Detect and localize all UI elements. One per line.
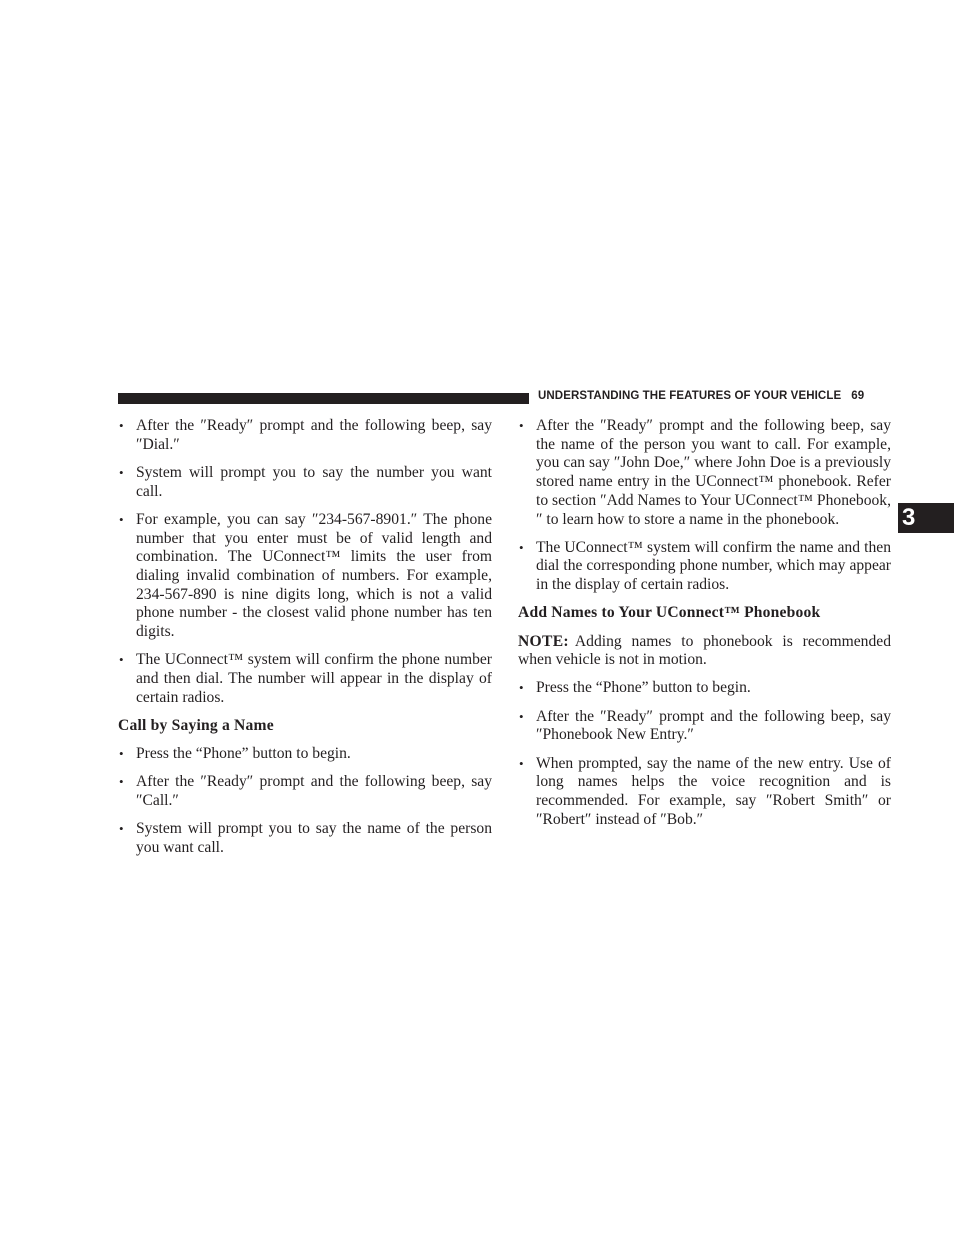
bullet-icon: • [519, 708, 524, 724]
list-item [518, 539, 891, 595]
list-item-text: The UConnect™ system will confirm the phone number and then dial. The number will appear in the display of certain radios. [136, 651, 492, 706]
list-item-text: When prompted, say the name of the new entry. Use of long names helps the voice recognition and is recommended. For example, say ″Robert Smith″ or ″Robert″ instead of ″Bob.″ [536, 754, 891, 828]
list-item-text: The UConnect™ system will confirm the name and then dial the corresponding phone number, which may appear in the display of certain radios. [536, 538, 891, 594]
note-paragraph [518, 633, 891, 670]
bullet-icon: • [119, 652, 124, 668]
bullet-icon: • [119, 418, 124, 433]
bullet-icon: • [119, 774, 124, 790]
list-item [118, 820, 492, 857]
chapter-tab: 3 [898, 503, 954, 533]
list-item-text: After the ″Ready″ prompt and the following beep, say ″Phonebook New Entry.″ [536, 707, 891, 744]
header-rule [118, 393, 529, 404]
list-item [518, 417, 891, 529]
bullet-icon: • [119, 746, 124, 762]
list-item [518, 708, 891, 745]
list-item-text: Press the “Phone” button to begin. [136, 745, 351, 763]
note-label: NOTE: [518, 632, 569, 650]
list-item [118, 464, 492, 501]
list-item-text: System will prompt you to say the name of the person you want call. [136, 820, 492, 856]
section-heading: Call by Saying a Name [118, 716, 274, 734]
note-text: Adding names to phonebook is recommended when vehicle is not in motion. [518, 632, 891, 669]
list-item-text: System will prompt you to say the number you want call. [136, 463, 492, 500]
left-column [118, 417, 492, 867]
list-item-text: For example, you can say ″234-567-8901.″ The phone number that you enter must be of valid length and combination. The UConnect™ limits the user from dialing invalid combination of numbers. For example, 234-567-890 is nine digits long, which is not a valid phone number - the closest valid phone number has ten digits. [136, 510, 492, 641]
bullet-list [518, 679, 891, 829]
list-item [118, 417, 492, 454]
bullet-icon: • [119, 464, 124, 480]
page-number: 69 [851, 390, 865, 402]
bullet-icon: • [119, 821, 124, 837]
bullet-icon: • [519, 418, 524, 433]
list-item-text: After the ″Ready″ prompt and the following beep, say the name of the person you want to call. For example, you can say ″John Doe,″ where John Doe is a previously stored name entry in the UConnect™ phonebook. Refer to section ″Add Names to Your UConnect™ Phonebook,″ to learn how to store a name in the phonebook. [536, 417, 891, 528]
bullet-list [118, 745, 492, 858]
list-item [118, 745, 492, 764]
list-item [118, 651, 492, 707]
list-item [118, 511, 492, 642]
list-item-text: After the ″Ready″ prompt and the following beep, say ″Call.″ [136, 773, 492, 809]
bullet-icon: • [119, 511, 124, 527]
list-item-text: After the ″Ready″ prompt and the following beep, say ″Dial.″ [136, 417, 492, 453]
right-column [518, 417, 891, 839]
bullet-icon: • [519, 680, 524, 696]
section-heading: Add Names to Your UConnect™ Phonebook [518, 604, 821, 622]
list-item [118, 773, 492, 810]
bullet-list [118, 417, 492, 707]
list-item [518, 755, 891, 830]
header-title: UNDERSTANDING THE FEATURES OF YOUR VEHICLE [538, 390, 842, 402]
bullet-icon: • [519, 755, 524, 771]
list-item-text: Press the “Phone” button to begin. [536, 679, 751, 697]
running-header [538, 390, 891, 402]
list-item [518, 679, 891, 698]
bullet-list [518, 417, 891, 595]
bullet-icon: • [519, 539, 524, 555]
